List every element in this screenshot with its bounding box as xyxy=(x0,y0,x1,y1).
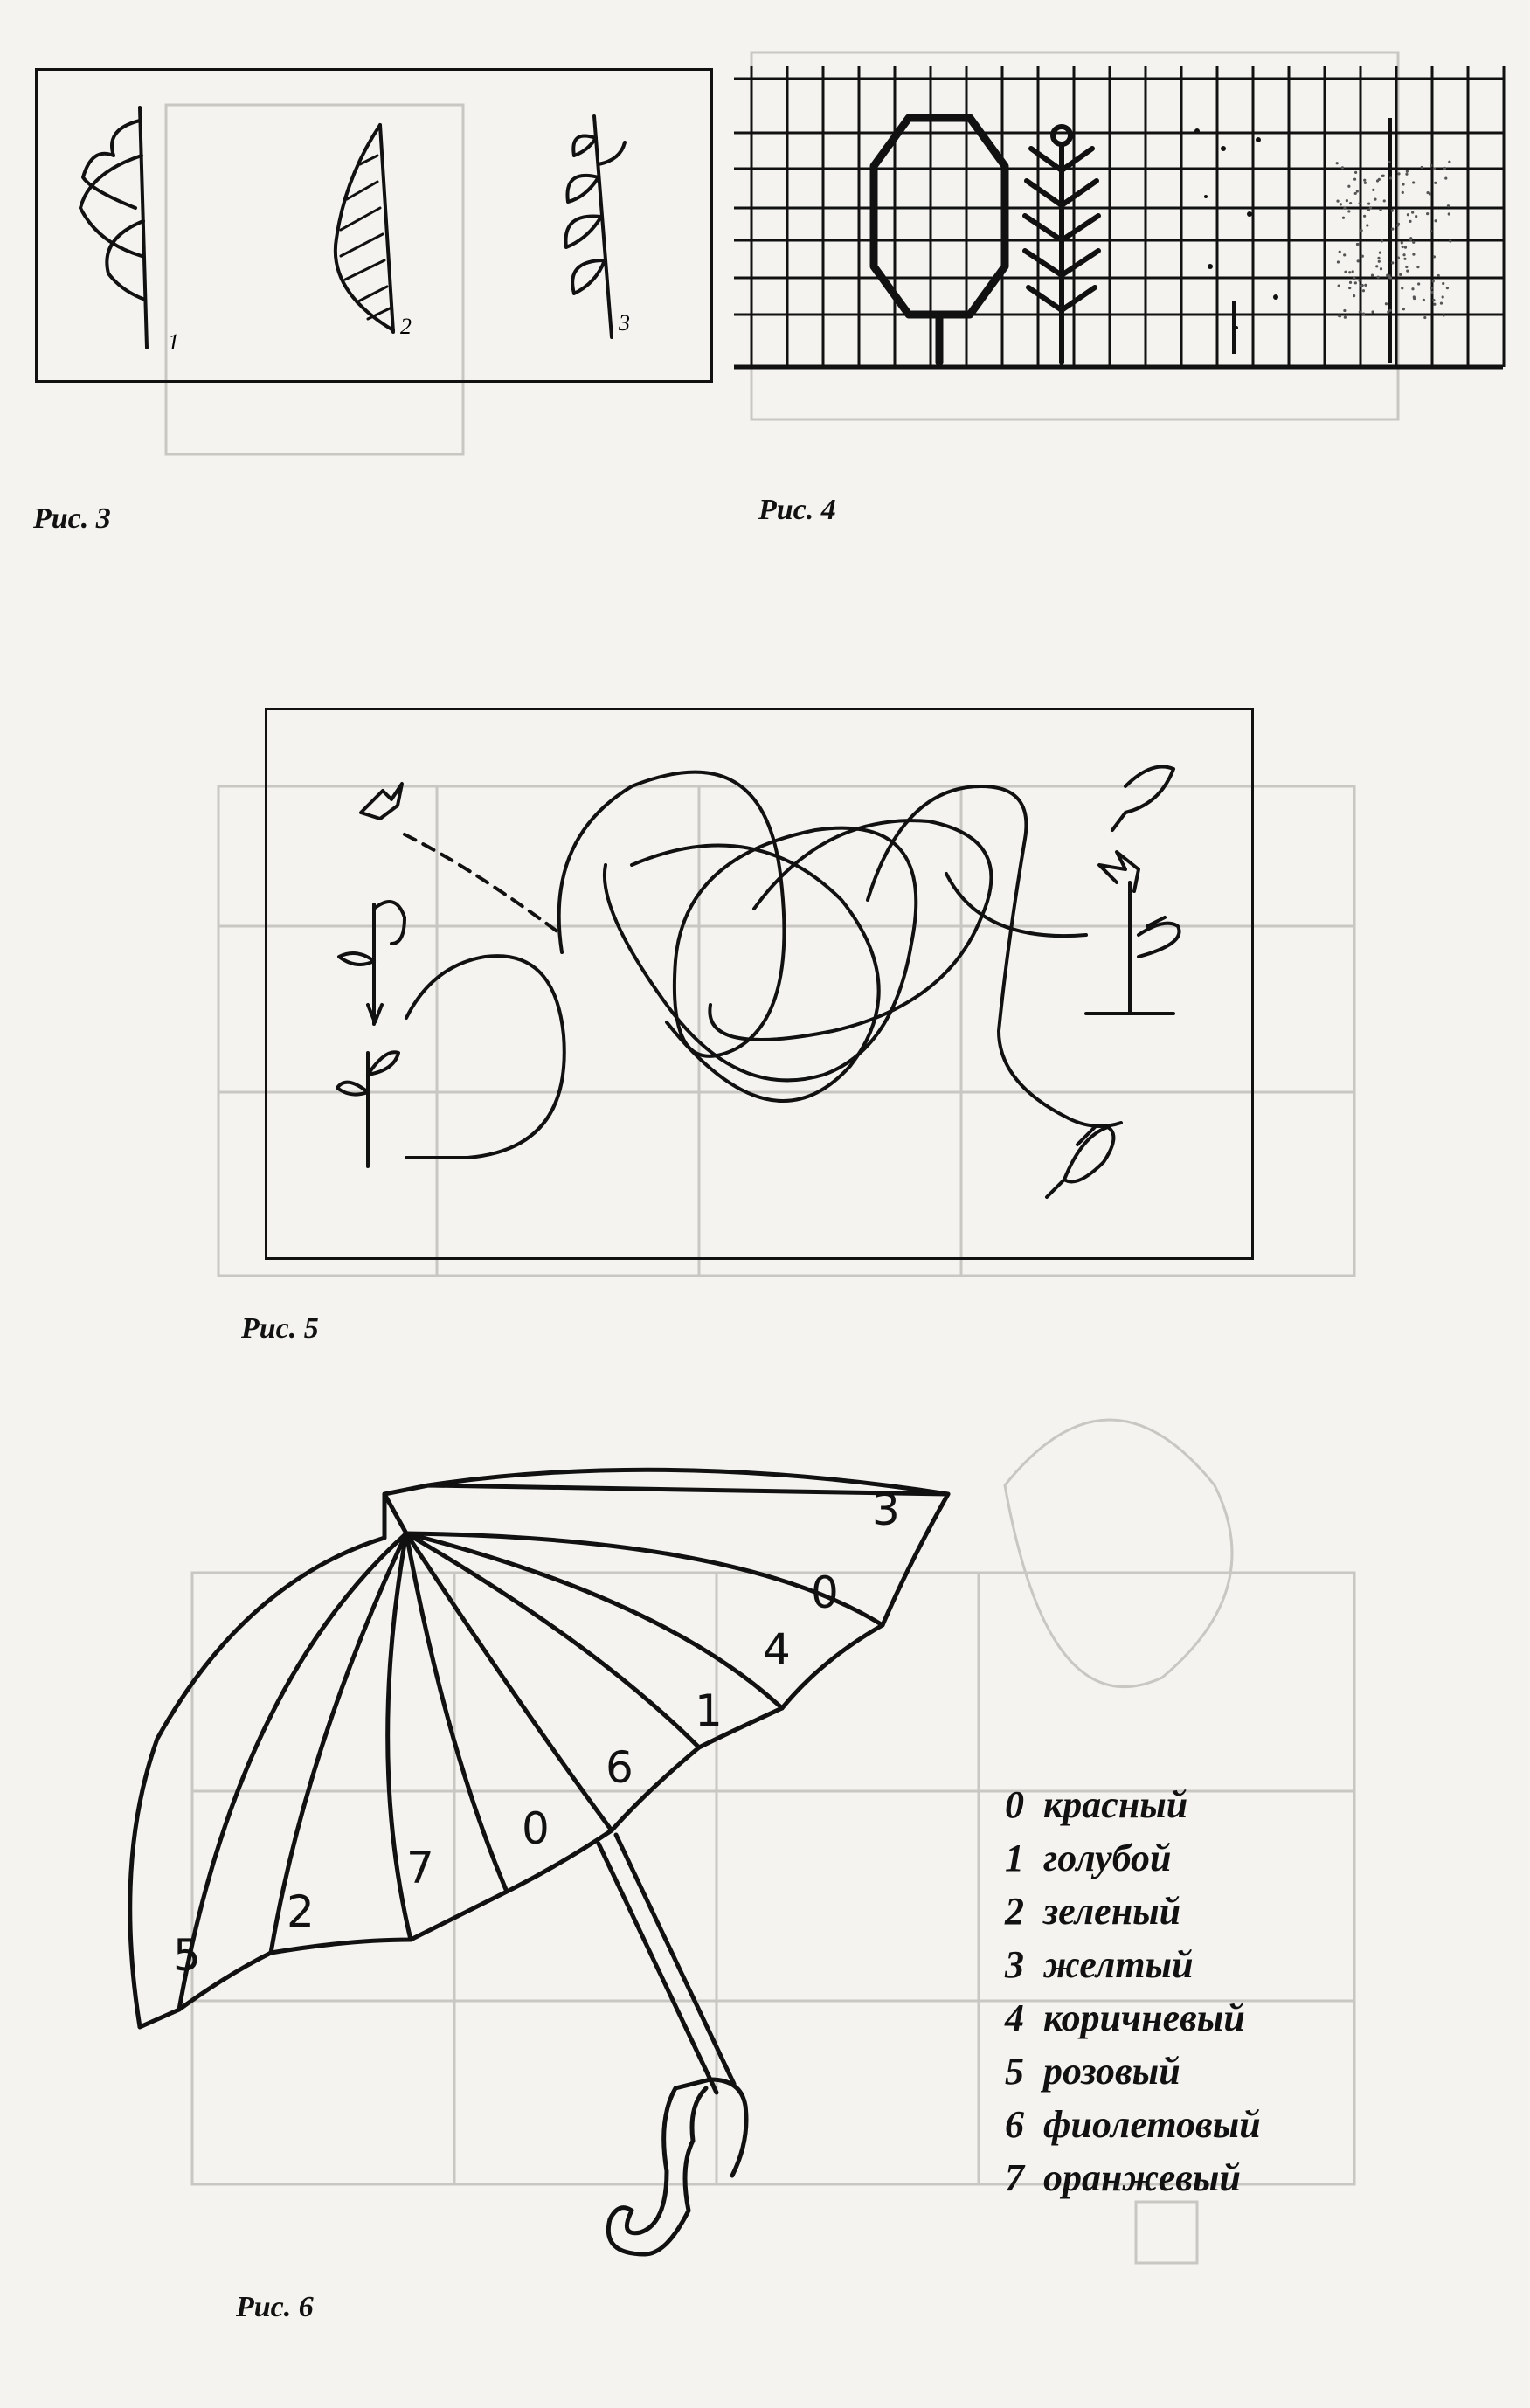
legend-number: 5 xyxy=(1005,2050,1024,2093)
fig6-caption: Рис. 6 xyxy=(236,2291,314,2323)
legend-item xyxy=(1005,1991,1261,2045)
legend-number: 3 xyxy=(1005,1943,1024,1986)
color-legend xyxy=(1005,1778,1261,2204)
umbrella-number-8: 3 xyxy=(872,1484,900,1535)
legend-number: 4 xyxy=(1005,1996,1024,2039)
legend-label: зеленый xyxy=(1043,1890,1181,1933)
legend-label: розовый xyxy=(1043,2050,1180,2093)
legend-label: желтый xyxy=(1043,1943,1194,1986)
umbrella-number-3: 0 xyxy=(522,1803,550,1854)
fig3-leaf-label-3: 3 xyxy=(619,310,630,336)
umbrella-number-5: 1 xyxy=(695,1685,723,1736)
legend-item xyxy=(1005,2045,1261,2098)
legend-number: 1 xyxy=(1005,1837,1024,1879)
fig3-caption: Рис. 3 xyxy=(33,502,111,535)
fig5-caption: Рис. 5 xyxy=(241,1312,319,1345)
umbrella-number-4: 6 xyxy=(606,1742,633,1793)
legend-number: 2 xyxy=(1005,1890,1024,1933)
umbrella-number-2: 7 xyxy=(406,1843,434,1893)
legend-item xyxy=(1005,1778,1261,1831)
umbrella-number-7: 0 xyxy=(811,1567,839,1618)
umbrella-number-0: 5 xyxy=(173,1930,201,1981)
legend-number: 6 xyxy=(1005,2103,1024,2146)
legend-number: 0 xyxy=(1005,1783,1024,1826)
fig3-leaf-label-2: 2 xyxy=(400,314,412,339)
umbrella-number-6: 4 xyxy=(763,1624,791,1675)
legend-label: голубой xyxy=(1043,1837,1172,1879)
legend-label: коричневый xyxy=(1043,1996,1245,2039)
legend-label: красный xyxy=(1043,1783,1188,1826)
legend-label: оранжевый xyxy=(1043,2156,1241,2199)
legend-item xyxy=(1005,1831,1261,1885)
legend-number: 7 xyxy=(1005,2156,1024,2199)
fig4-caption: Рис. 4 xyxy=(758,494,836,526)
legend-item xyxy=(1005,1938,1261,1991)
legend-item xyxy=(1005,2151,1261,2204)
legend-item xyxy=(1005,1885,1261,1938)
fig3-leaf-label-1: 1 xyxy=(168,329,179,355)
legend-label: фиолетовый xyxy=(1043,2103,1261,2146)
legend-item xyxy=(1005,2098,1261,2151)
umbrella-number-1: 2 xyxy=(287,1886,315,1937)
